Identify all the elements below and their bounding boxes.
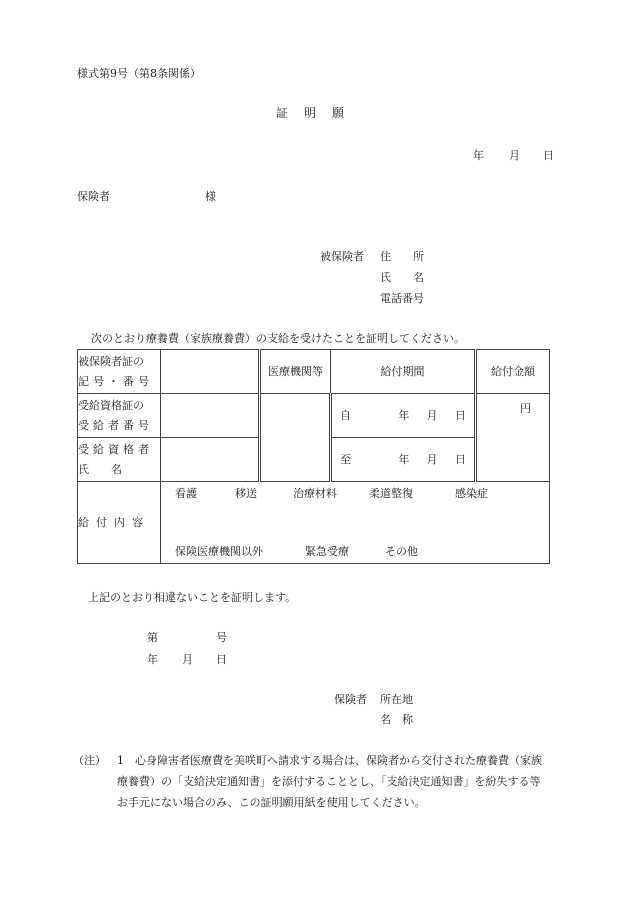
recipient-label-line1: 受給資格証の bbox=[78, 399, 144, 412]
recipient-label-line2: 受給者番号 bbox=[78, 419, 153, 432]
insured-label: 被保険者 bbox=[320, 250, 364, 263]
addressee-honorific: 様 bbox=[205, 190, 216, 203]
payment-period-header: 給付期間 bbox=[331, 350, 476, 394]
medical-institution-value[interactable] bbox=[260, 394, 331, 482]
yen-unit: 円 bbox=[520, 402, 531, 415]
option-infectious-disease[interactable]: 感染症 bbox=[455, 487, 488, 500]
form-number: 様式第9号（第8条関係） bbox=[77, 67, 201, 80]
period-to-month: 月 bbox=[426, 453, 438, 466]
medical-institution-header: 医療機関等 bbox=[260, 350, 331, 394]
recipient-name-label bbox=[78, 438, 161, 482]
issuer-label: 保険者 bbox=[334, 693, 367, 706]
payment-amount-value[interactable] bbox=[476, 394, 550, 482]
payment-amount-header: 給付金額 bbox=[476, 350, 550, 394]
content-label: 給付内容 bbox=[78, 482, 161, 564]
certificate-table bbox=[77, 349, 550, 564]
recipient-name-value[interactable] bbox=[161, 438, 260, 482]
period-to-cell[interactable] bbox=[331, 438, 476, 482]
period-to-year: 年 bbox=[398, 453, 410, 466]
insured-card-label-line1: 被保険者証の bbox=[78, 355, 144, 368]
option-judo-therapy[interactable]: 柔道整復 bbox=[369, 487, 413, 500]
period-from-year: 年 bbox=[398, 409, 410, 422]
cert-date-day: 日 bbox=[216, 653, 227, 666]
cert-date-year: 年 bbox=[147, 653, 158, 666]
option-nursing[interactable]: 看護 bbox=[175, 487, 197, 500]
insured-address-label: 住 所 bbox=[380, 250, 424, 263]
recipient-name-line1: 受給資格者 bbox=[78, 443, 153, 456]
request-text: 次のとおり療養費（家族療養費）の支給を受けたことを証明してください。 bbox=[91, 332, 465, 345]
period-from-day: 日 bbox=[454, 409, 466, 422]
insured-name-label: 氏 名 bbox=[380, 271, 424, 284]
date-day: 日 bbox=[543, 149, 554, 162]
period-from-label: 自 bbox=[340, 409, 351, 422]
insured-card-number-value[interactable] bbox=[161, 350, 260, 394]
option-other[interactable]: その他 bbox=[385, 545, 418, 558]
recipient-number-label bbox=[78, 394, 161, 438]
certify-text: 上記のとおり相違ないことを証明します。 bbox=[88, 591, 297, 604]
addressee-label: 保険者 bbox=[77, 190, 110, 203]
cert-date-month: 月 bbox=[182, 653, 193, 666]
insured-phone-label: 電話番号 bbox=[380, 292, 424, 305]
option-treatment-materials[interactable]: 治療材料 bbox=[293, 487, 337, 500]
note-line3: お手元にない場合のみ、この証明願用紙を使用してください。 bbox=[117, 796, 426, 809]
note-number: 1 bbox=[117, 754, 124, 767]
date-year: 年 bbox=[473, 149, 484, 162]
page-title: 証 明 願 bbox=[276, 106, 347, 120]
option-emergency[interactable]: 緊急受療 bbox=[305, 545, 349, 558]
period-to-day: 日 bbox=[454, 453, 466, 466]
date-month: 月 bbox=[509, 149, 520, 162]
note-line1: 心身障害者医療費を美咲町へ請求する場合は、保険者から交付された療養費（家族 bbox=[135, 754, 542, 767]
note-label: （注） bbox=[73, 754, 106, 767]
recipient-number-value[interactable] bbox=[161, 394, 260, 438]
option-outside-insurance[interactable]: 保険医療機関以外 bbox=[175, 545, 263, 558]
cert-number-go: 号 bbox=[216, 631, 227, 644]
insured-card-number-label bbox=[78, 350, 161, 394]
period-to-label: 至 bbox=[340, 453, 351, 466]
period-from-cell[interactable] bbox=[331, 394, 476, 438]
recipient-name-line2: 氏 名 bbox=[78, 463, 122, 476]
period-from-month: 月 bbox=[426, 409, 438, 422]
content-options[interactable] bbox=[161, 482, 550, 564]
option-transport[interactable]: 移送 bbox=[235, 487, 257, 500]
insured-card-label-line2: 記号・番号 bbox=[78, 375, 153, 388]
issuer-location-label: 所在地 bbox=[380, 693, 413, 706]
issuer-name-label: 名 称 bbox=[380, 713, 413, 726]
note-line2: 療養費）の「支給決定通知書」を添付することとし、「支給決定通知書」を紛失する等 bbox=[117, 775, 541, 788]
cert-number-dai: 第 bbox=[147, 631, 158, 644]
